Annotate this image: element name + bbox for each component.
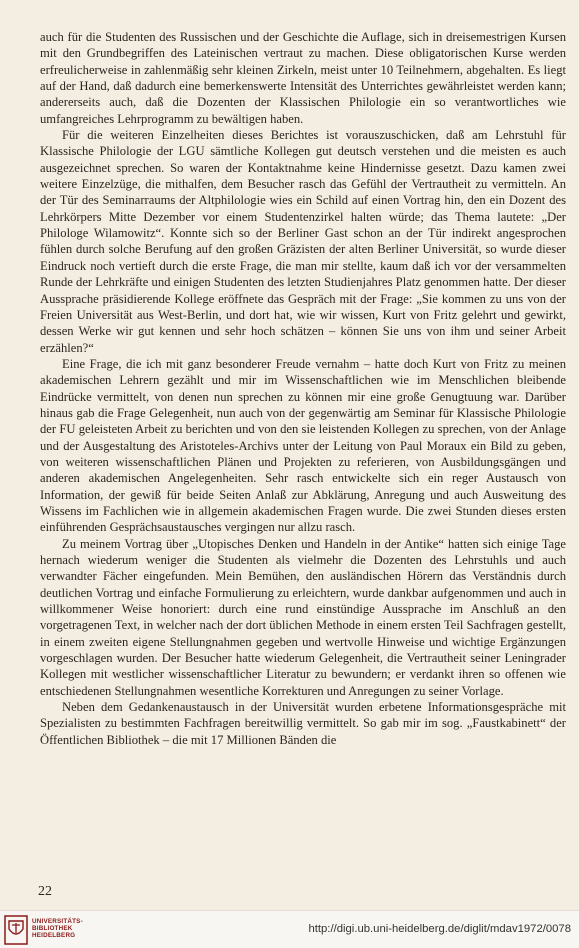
logo-line: HEIDELBERG	[32, 932, 76, 939]
paragraph-3: Eine Frage, die ich mit ganz besonderer Freude vernahm – hatte doch Kurt von Fritz zu meinen akademischen Lehrern gezählt und mir im Wissenschaftlichen wie im Menschlichen bleibende Eindrücke vermittelt, von denen nun sprechen zu können mir eine große Genugtuung war. Darüber hinaus gab die Frage Gelegenheit, nun auch von der gegenwärtig am Seminar für Klassische Philologie der FU geleisteten Arbeit zu berichten und von den sie leistenden Kollegen zu sprechen, von der Anlage und der Ausgestaltung des Aristoteles-Archivs unter der Leitung von Paul Moraux ein Bild zu geben, von weiteren wissenschaftlichen Plänen und Projekten zu referieren, von Ausbildungsgängen und anderen akademischen Angelegenheiten. Sehr rasch entwickelte sich ein reger Austausch von Information, der gewiß für beide Seiten Anlaß zur Abklärung, Anregung und auch Ausweitung des Wissens im Fachlichen wie in allgemein akademischen Fragen wurde. Die zwei Stunden dieses ersten einführenden Gesprächsaustausches vergingen nur allzu rasch.	[40, 356, 566, 535]
logo-line: BIBLIOTHEK	[32, 925, 73, 932]
body-text	[40, 29, 566, 748]
page-number: 22	[38, 884, 52, 899]
paragraph-2: Für die weiteren Einzelheiten dieses Berichtes ist vorauszuschicken, daß am Lehrstuhl für Klassische Philologie der LGU sämtliche Kollegen gut deutsch verstehen und die meisten es auch ausgezeichnet sprechen. So waren der Kontaktnahme keine Hindernisse gesetzt. Dazu kamen zwei weitere Einzelzüge, die mithalfen, dem Besucher rasch das Gefühl der Vertrautheit zu vermitteln. An der Tür des Seminarraums der Altphilologie wies ein Schild auf einen Vortrag hin, den ein Dozent des Lehrkörpers Mitte Dezember vor einem Studentenzirkel halten würde; das Thema lautete: „Der Philologe Wilamowitz“. Konnte sich so der Berliner Gast schon an der Tür indirekt angesprochen fühlen durch solche Berufung auf den großen Gräzisten der alten Berliner Universität, so wurde dieser Eindruck noch vertieft durch die erste Frage, die man mir stellte, kaum daß ich vor der versammelten Runde der Lehrkräfte und einigen Studenten des letzten Studienjahres Platz genommen hatte. Der dieser Aussprache präsidierende Kollege eröffnete das Gespräch mit der Frage: „Sie kommen zu uns von der Freien Universität aus West-Berlin, und dort hat, wie wir wissen, Kurt von Fritz gelehrt und gewirkt, dessen Werke wir gut kennen und sehr hoch schätzen – können Sie uns von ihm und seiner Arbeit erzählen?“	[40, 128, 566, 355]
paragraph-1: auch für die Studenten des Russischen und der Geschichte die Auflage, sich in dreisemestrigen Kursen mit den Grundbegriffen des Lateinischen vertraut zu machen. Diese obligatorischen Kurse werden erfreulicherweise in zahlenmäßig sehr kleinen Zirkeln, meist unter 10 Teilnehmern, abgehalten. Es liegt auf der Hand, daß dadurch eine bemerkenswerte Intensität des Unterrichtes gewährleistet werden kann; andererseits auch, daß die Dozenten der Klassischen Philologie ein so verantwortliches wie umfangreiches Lehrprogramm zu bewältigen haben.	[40, 30, 566, 126]
logo-line: UNIVERSITÄTS-	[32, 918, 83, 925]
viewer-footer	[0, 910, 579, 948]
library-logo-text	[32, 918, 83, 939]
university-seal-icon	[4, 915, 28, 945]
paragraph-4: Zu meinem Vortrag über „Utopisches Denken und Handeln in der Antike“ hatten sich einige Tage hernach wiederum weniger die Studenten als vielmehr die Dozenten des Lehrstuhls und auch verwandter Fächer eingefunden. Mein Bemühen, den ausländischen Hörern das Verständnis durch deutlichen Vortrag und einfache Formulierung zu erleichtern, wurde dankbar aufgenommen und auch in willkommener Weise honoriert: durch eine rund einstündige Aussprache im Anschluß an den vorgetragenen Text, in welcher nach der dort üblichen Methode in einem ersten Teil Sachfragen gestellt, in einem zweiten eigene Stellungnahmen gegeben und wertvolle Hinweise und wichtige Ergänzungen vorgeschlagen wurden. Der Besucher hatte wiederum Gelegenheit, die Vertrautheit seiner Leningrader Kollegen mit westlicher wissenschaftlicher Literatur zu bewundern; er verdankt ihren so offenen wie entschiedenen Stellungnahmen wesentliche Korrekturen und Anregungen zu seiner Vorlage.	[40, 536, 566, 698]
source-url-link[interactable]: http://digi.ub.uni-heidelberg.de/diglit/mdav1972/0078	[308, 923, 571, 935]
paragraph-5: Neben dem Gedankenaustausch in der Universität wurden erbetene Informationsgespräche mit Spezialisten zu bestimmten Fachfragen bereitwillig vermittelt. So gab mir im sog. „Faustkabinett“ der Öffentlichen Bibliothek – die mit 17 Millionen Bänden die	[40, 700, 566, 747]
